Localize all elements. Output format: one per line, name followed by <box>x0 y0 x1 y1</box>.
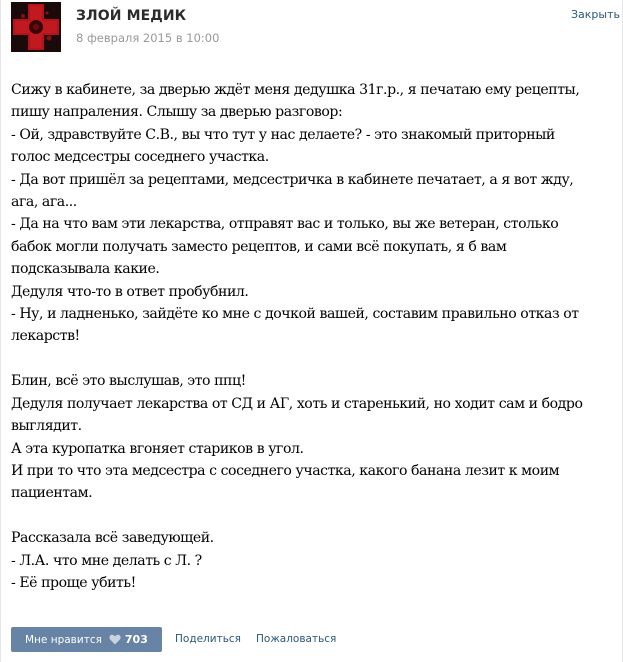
post-body: Сижу в кабинете, за дверью ждёт меня дедушка 31г.р., я печатаю ему рецепты, пишу напраления. Слышу за дверью разговор: - Ой, здравствуйте С.В., вы что тут у нас делаете? - это знакомый приторный голос медсестры соседнего участка. - Да вот пришёл за рецептами, медсестричка в кабинете печатает, а я вот жду, ага, ага... - Да на что вам эти лекарства, отправят вас и только, вы же ветеран, столько бабок могли получать заместо рецептов, и сами всё покупать, я б вам подсказывала какие. Дедуля что-то в ответ пробубнил. - Ну, и ладненько, зайдёте ко мне с дочкой вашей, составим правильно отказ от лекарств! Блин, всё это выслушав, это ппц! Дедуля получает лекарства от СД и АГ, хоть и старенький, но ходит сам и бодро выглядит. А эта куропатка вгоняет стариков в угол. И при то что эта медсестра с соседнего участка, какого банана лезит к моим пациентам. Рассказала всё заведующей. - Л.А. что мне делать с Л. ? - Её проще убить! <box>11 82 583 591</box>
like-count: 703 <box>124 633 148 646</box>
left-border <box>0 0 1 662</box>
heart-icon <box>109 634 121 645</box>
share-link[interactable]: Поделиться <box>175 633 241 645</box>
red-cross-icon <box>11 2 61 52</box>
post-header <box>0 0 623 62</box>
author-name[interactable]: ЗЛОЙ МЕДИК <box>76 8 187 24</box>
report-link[interactable]: Пожаловаться <box>256 633 337 645</box>
like-label: Мне нравится <box>25 633 102 646</box>
author-avatar[interactable] <box>11 2 61 52</box>
post-date[interactable]: 8 февраля 2015 в 10:00 <box>76 31 220 45</box>
like-button[interactable] <box>11 627 162 652</box>
close-button[interactable]: Закрыть <box>571 8 620 21</box>
